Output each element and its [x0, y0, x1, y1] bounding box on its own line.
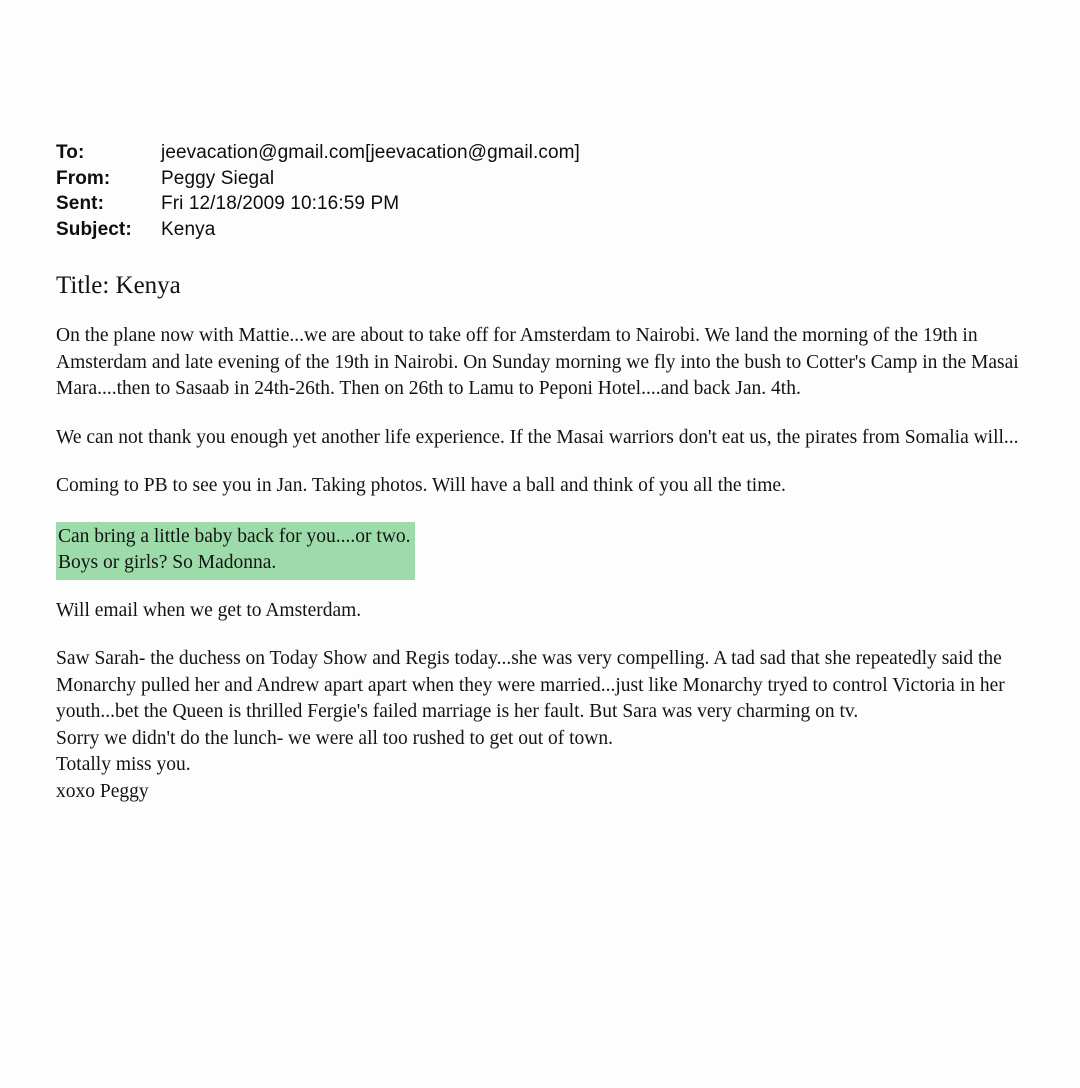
email-body: [56, 323, 1066, 805]
page-title: Title: Kenya: [56, 272, 181, 299]
email-document: [56, 140, 1066, 805]
header-row-from: [56, 166, 1066, 192]
body-paragraph-3: Coming to PB to see you in Jan. Taking photos. Will have a ball and think of you all the time.: [56, 475, 786, 496]
header-value-subject: Kenya: [161, 218, 216, 240]
closing-block: [56, 646, 1066, 805]
closing-paragraph-2: Sorry we didn't do the lunch- we were all too rushed to get out of town.: [56, 727, 613, 749]
header-row-to: [56, 140, 1066, 166]
highlighted-passage: [56, 522, 415, 580]
closing-paragraph-1: Saw Sarah- the duchess on Today Show and Regis today...she was very compelling. A tad sad that she repeatedly said the Monarchy pulled her and Andrew apart apart when they were married...just like Monarchy tryed to control Victoria in her youth...bet the Queen is thrilled Fergie's failed marriage is her fault. But Sara was very charming on tv.: [56, 648, 1005, 722]
header-value-from: Peggy Siegal: [161, 167, 275, 189]
body-paragraph-2: We can not thank you enough yet another life experience. If the Masai warriors don't eat us, the pirates from Somalia will...: [56, 426, 1019, 448]
email-header: [56, 140, 1066, 242]
header-row-sent: [56, 191, 1066, 217]
signature-line: xoxo Peggy: [56, 780, 149, 802]
header-label-to: To:: [56, 142, 85, 163]
body-paragraph-4: Will email when we get to Amsterdam.: [56, 599, 362, 621]
closing-paragraph-3: Totally miss you.: [56, 754, 191, 775]
header-label-subject: Subject:: [56, 218, 132, 240]
header-value-to: jeevacation@gmail.com[jeevacation@gmail.com]: [161, 142, 580, 163]
highlighted-line-1: Can bring a little baby back for you....or two.: [58, 525, 411, 547]
header-value-sent: Fri 12/18/2009 10:16:59 PM: [161, 193, 400, 214]
highlighted-line-2: Boys or girls? So Madonna.: [58, 552, 277, 573]
header-label-from: From:: [56, 167, 111, 189]
header-row-subject: [56, 217, 1066, 243]
body-paragraph-1: On the plane now with Mattie...we are about to take off for Amsterdam to Nairobi. We land the morning of the 19th in Amsterdam and late evening of the 19th in Nairobi. On Sunday morning we fly into the bush to Cotter's Camp in the Masai Mara....then to Sasaab in 24th-26th. Then on 26th to Lamu to Peponi Hotel....and back Jan. 4th.: [56, 325, 1019, 399]
header-label-sent: Sent:: [56, 193, 104, 214]
